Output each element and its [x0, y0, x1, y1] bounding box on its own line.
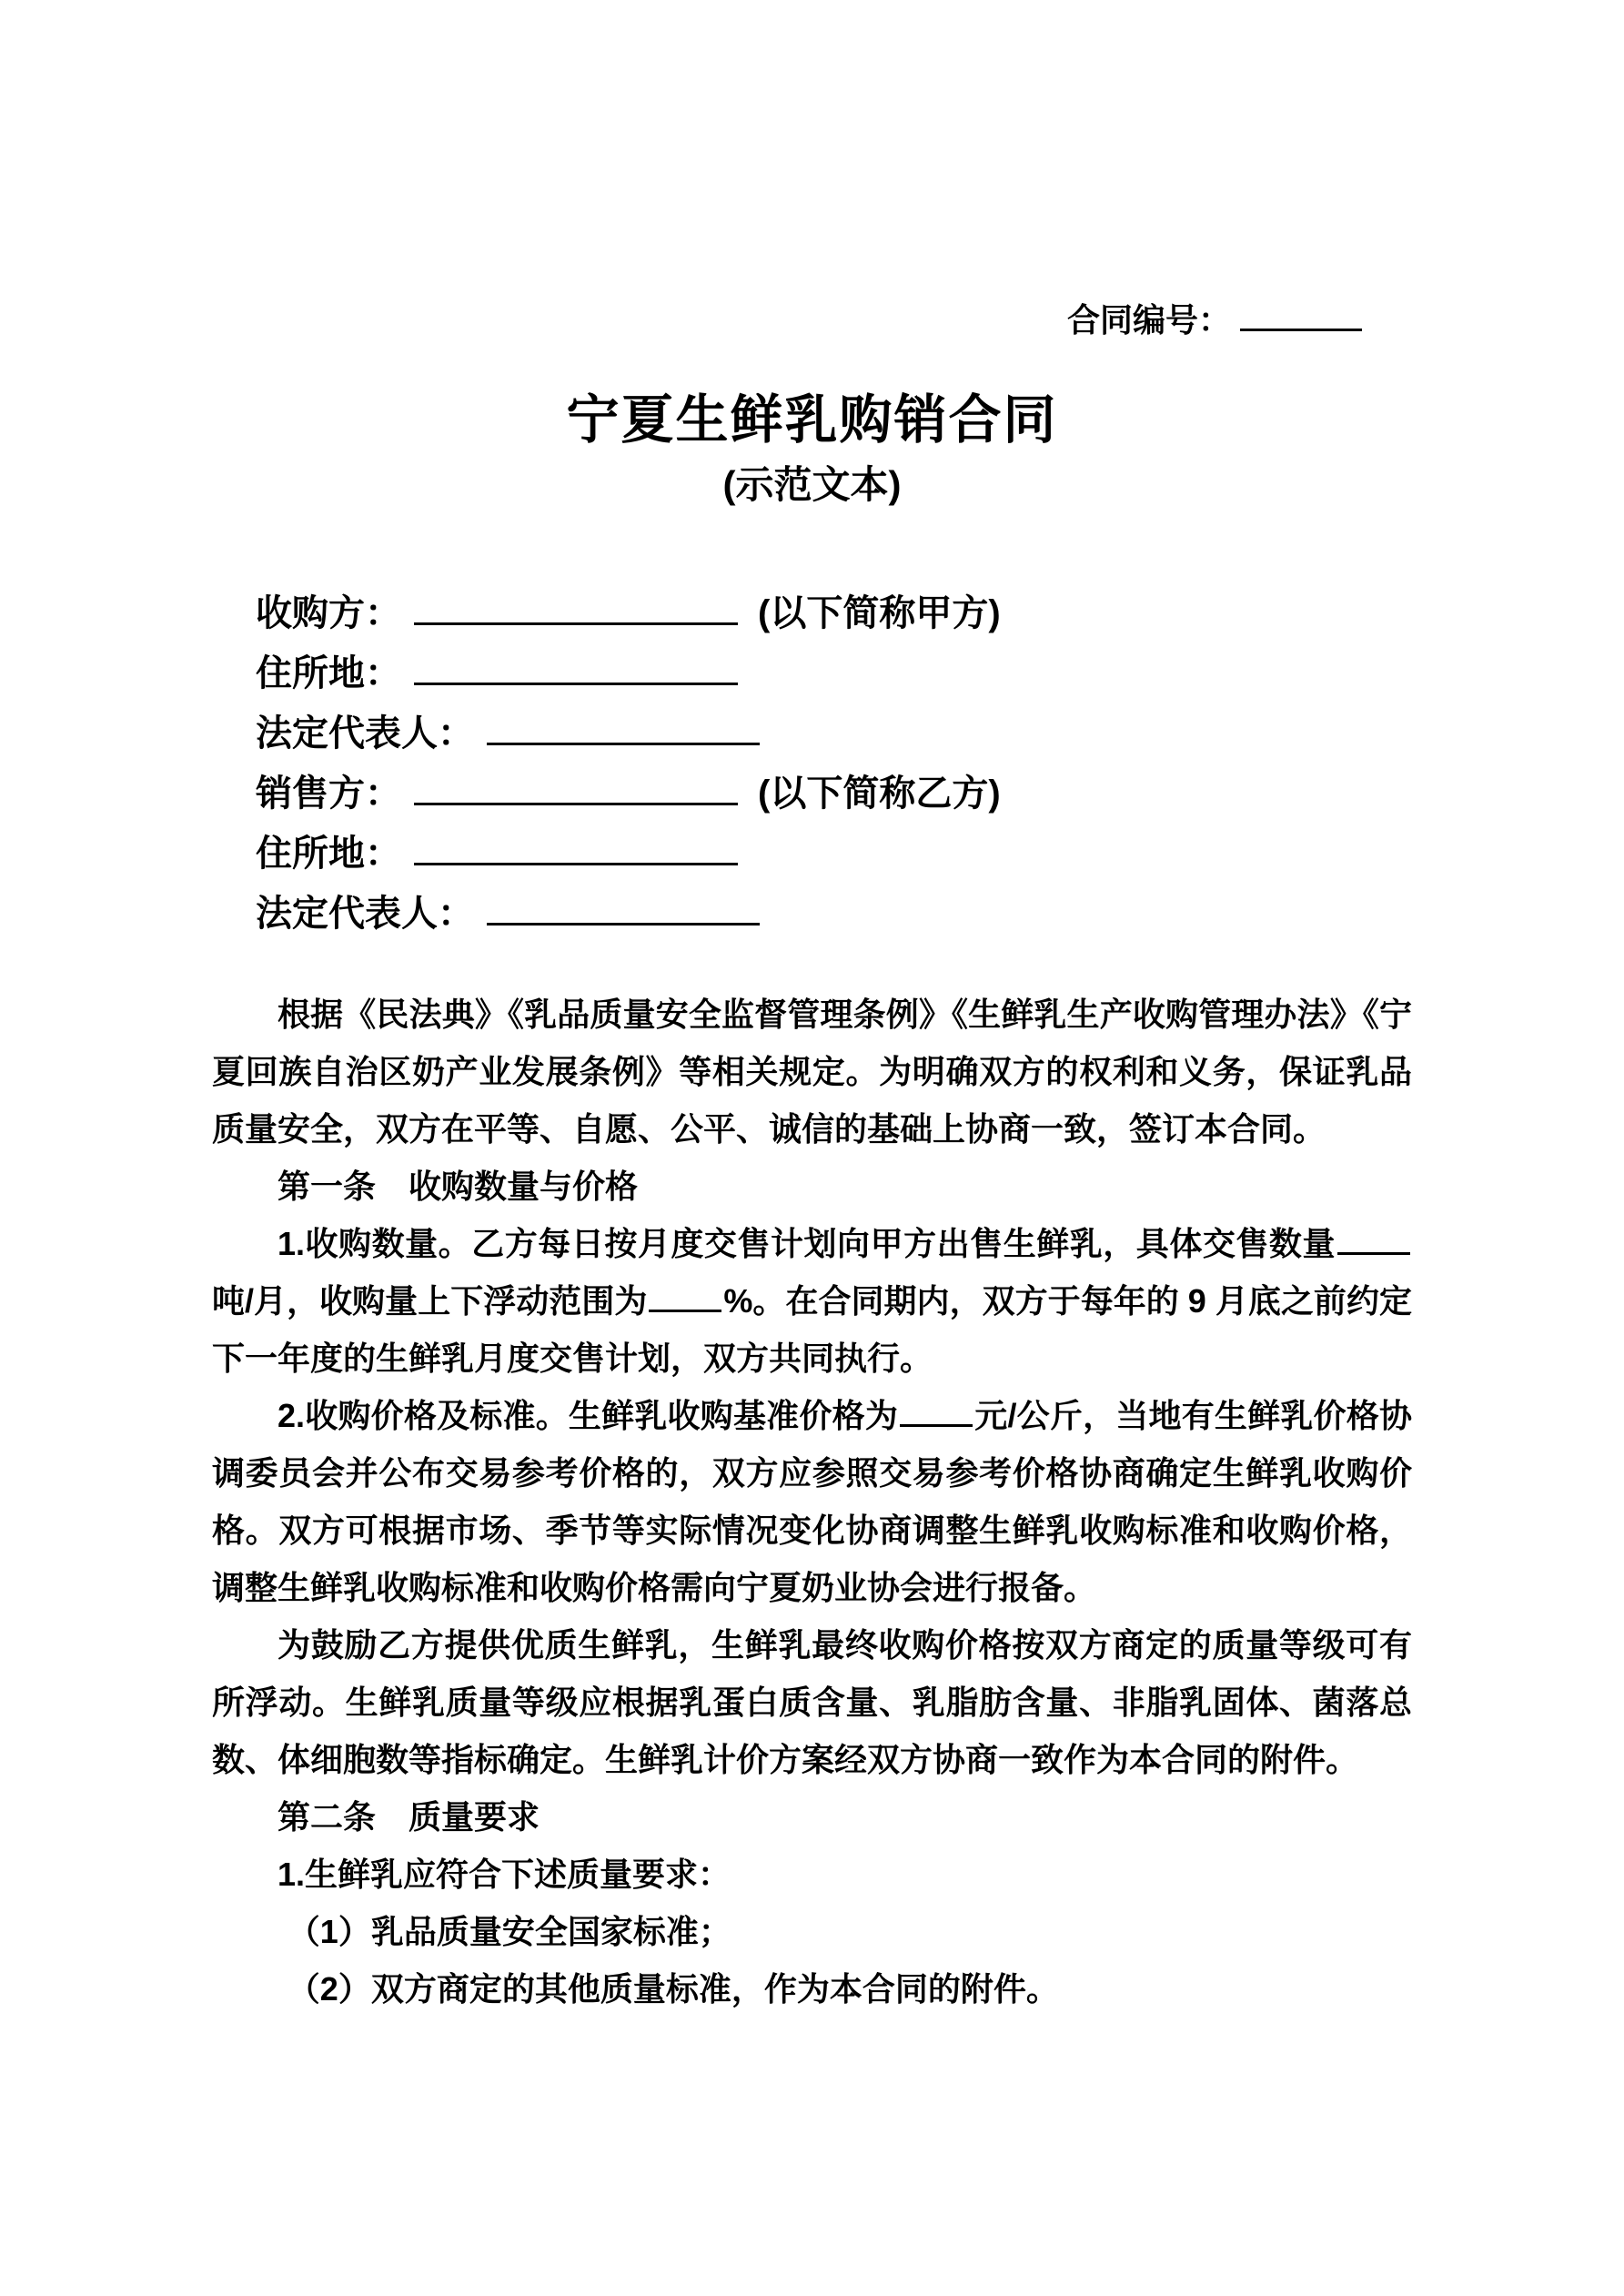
- preamble-paragraph: 根据《民法典》《乳品质量安全监督管理条例》《生鲜乳生产收购管理办法》《宁夏回族自治区奶产业发展条例》等相关规定。为明确双方的权利和义务，保证乳品质量安全，双方在平等、自愿、公平、诚信的基础上协商一致，签订本合同。: [212, 996, 1412, 1148]
- clause-quality-requirements: 1.生鲜乳应符合下述质量要求：: [277, 1856, 731, 1893]
- party-alias: (以下简称甲方): [758, 593, 1001, 633]
- clause-text: %。在合同期内，双方于每年的 9 月底之前约定下一年度的生鲜乳月度交售计划，双方共同执行。: [212, 1282, 1412, 1377]
- blank-field-base-price: [900, 1415, 973, 1427]
- party-row-buyer-representative: [256, 703, 1412, 764]
- blank-field-quantity: [1337, 1243, 1410, 1255]
- clause-text: 元/公斤，当地有生鲜乳价格协调委员会并公布交易参考价格的，双方应参照交易参考价格协商确定生鲜乳收购价格。双方可根据市场、季节等实际情况变化协商调整生鲜乳收购标准和收购价格，调整生鲜乳收购标准和收购价格需向宁夏奶业协会进行报备。: [212, 1397, 1412, 1606]
- party-label: 销售方：: [256, 774, 401, 814]
- document-subtitle: (示范文本): [722, 463, 902, 506]
- document-title: 宁夏生鲜乳购销合同: [566, 390, 1058, 450]
- quality-item-2: （2）双方商定的其他质量标准，作为本合同的附件。: [287, 1970, 1059, 2008]
- party-label: 住所地：: [256, 834, 401, 874]
- party-alias: (以下简称乙方): [758, 774, 1001, 814]
- quality-item-1: （1）乳品质量安全国家标准；: [287, 1913, 731, 1950]
- clause-price-floating: 为鼓励乙方提供优质生鲜乳，生鲜乳最终收购价格按双方商定的质量等级可有所浮动。生鲜乳质量等级应根据乳蛋白质含量、乳脂肪含量、非脂乳固体、菌落总数、体细胞数等指标确定。生鲜乳计价方案经双方协商一致作为本合同的附件。: [212, 1626, 1412, 1778]
- party-label: 住所地：: [256, 653, 401, 693]
- party-label: 法定代表人：: [256, 894, 474, 934]
- clause-text: 2.收购价格及标准。生鲜乳收购基准价格为: [277, 1397, 899, 1434]
- contract-number-blank-line: [1240, 319, 1362, 331]
- party-row-seller-address: [256, 824, 1412, 884]
- clause-text: 吨/月，收购量上下浮动范围为: [212, 1282, 648, 1320]
- party-blank-line: [487, 914, 760, 925]
- party-blank-line: [414, 613, 738, 625]
- clause-purchase-quantity: [212, 1215, 1412, 1387]
- party-label: 法定代表人：: [256, 713, 474, 754]
- party-row-seller: [256, 764, 1412, 824]
- clause-text: 1.收购数量。乙方每日按月度交售计划向甲方出售生鲜乳，具体交售数量: [277, 1225, 1336, 1262]
- article-1-heading: 第一条 收购数量与价格: [277, 1168, 639, 1205]
- party-blank-line: [414, 794, 738, 805]
- party-row-buyer-address: [256, 643, 1412, 703]
- party-label: 收购方：: [256, 593, 401, 633]
- party-blank-line: [414, 854, 738, 865]
- party-row-seller-representative: [256, 884, 1412, 944]
- article-2-heading: 第二条 质量要求: [277, 1798, 540, 1836]
- contract-number-label: 合同编号：: [1066, 301, 1231, 339]
- clause-purchase-price: [212, 1387, 1412, 1616]
- contract-number-row: [212, 300, 1412, 340]
- parties-section: [212, 583, 1412, 944]
- party-row-buyer: [256, 583, 1412, 643]
- party-blank-line: [487, 733, 760, 745]
- party-blank-line: [414, 673, 738, 685]
- blank-field-fluctuation: [649, 1300, 721, 1312]
- contract-body: [212, 986, 1412, 2018]
